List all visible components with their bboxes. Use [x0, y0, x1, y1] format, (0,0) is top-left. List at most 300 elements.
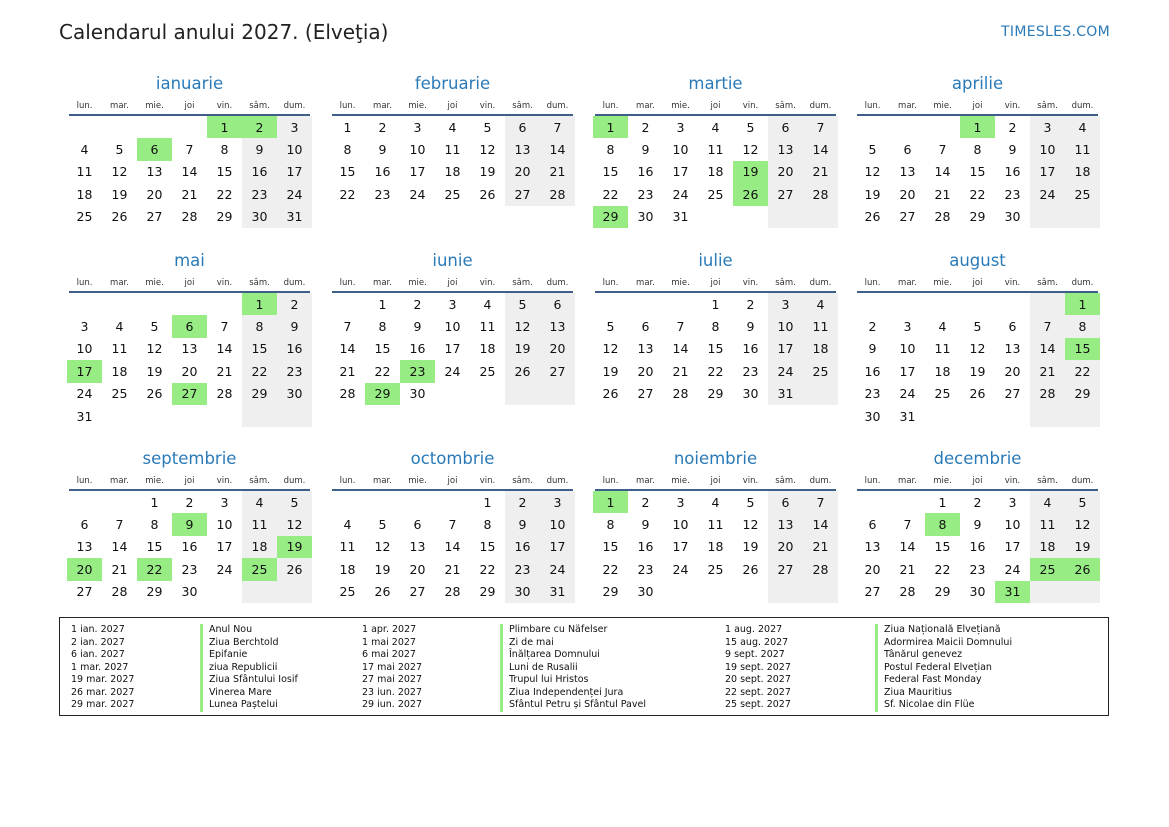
- day-cell[interactable]: 8: [220, 142, 229, 158]
- day-cell[interactable]: 26: [602, 386, 619, 402]
- day-cell[interactable]: 9: [641, 517, 650, 533]
- day-cell[interactable]: 24: [540, 558, 575, 580]
- day-cell[interactable]: 13: [76, 539, 93, 555]
- day-cell[interactable]: 12: [111, 164, 128, 180]
- day-cell[interactable]: 19: [969, 363, 986, 379]
- day-cell[interactable]: 3: [80, 319, 89, 335]
- day-cell[interactable]: 14: [672, 341, 689, 357]
- day-cell[interactable]: 14: [540, 138, 575, 160]
- day-cell[interactable]: 11: [803, 315, 838, 337]
- day-cell[interactable]: 21: [216, 363, 233, 379]
- day-cell[interactable]: 4: [711, 494, 720, 510]
- day-cell[interactable]: 20: [181, 363, 198, 379]
- day-cell[interactable]: 18: [707, 164, 724, 180]
- day-cell[interactable]: 23: [277, 360, 312, 382]
- day-cell[interactable]: 16: [374, 164, 391, 180]
- day-cell[interactable]: 3: [1008, 494, 1017, 510]
- day-cell[interactable]: 1: [960, 116, 995, 138]
- day-cell[interactable]: 3: [676, 494, 685, 510]
- day-cell[interactable]: 22: [137, 558, 172, 580]
- day-cell[interactable]: 31: [995, 581, 1030, 603]
- day-cell[interactable]: 10: [1004, 517, 1021, 533]
- day-cell[interactable]: 7: [803, 491, 838, 513]
- day-cell[interactable]: 26: [969, 386, 986, 402]
- day-cell[interactable]: 24: [444, 363, 461, 379]
- day-cell[interactable]: 28: [899, 584, 916, 600]
- day-cell[interactable]: 30: [969, 584, 986, 600]
- day-cell[interactable]: 3: [540, 491, 575, 513]
- day-cell[interactable]: 14: [444, 539, 461, 555]
- day-cell[interactable]: 5: [973, 319, 982, 335]
- day-cell[interactable]: 3: [448, 296, 457, 312]
- day-cell[interactable]: 10: [1030, 138, 1065, 160]
- day-cell[interactable]: 6: [641, 319, 650, 335]
- day-cell[interactable]: 17: [277, 161, 312, 183]
- day-cell[interactable]: 19: [602, 363, 619, 379]
- day-cell[interactable]: 8: [606, 517, 615, 533]
- day-cell[interactable]: 26: [111, 209, 128, 225]
- day-cell[interactable]: 29: [707, 386, 724, 402]
- day-cell[interactable]: 7: [185, 142, 194, 158]
- day-cell[interactable]: 10: [540, 513, 575, 535]
- day-cell[interactable]: 15: [1065, 338, 1100, 360]
- day-cell[interactable]: 11: [1030, 513, 1065, 535]
- day-cell[interactable]: 17: [540, 536, 575, 558]
- day-cell[interactable]: 5: [150, 319, 159, 335]
- day-cell[interactable]: 29: [479, 584, 496, 600]
- day-cell[interactable]: 8: [973, 142, 982, 158]
- day-cell[interactable]: 18: [803, 338, 838, 360]
- day-cell[interactable]: 20: [768, 536, 803, 558]
- day-cell[interactable]: 27: [1004, 386, 1021, 402]
- day-cell[interactable]: 20: [409, 561, 426, 577]
- day-cell[interactable]: 31: [540, 581, 575, 603]
- day-cell[interactable]: 2: [868, 319, 877, 335]
- day-cell[interactable]: 4: [483, 296, 492, 312]
- day-cell[interactable]: 20: [864, 561, 881, 577]
- day-cell[interactable]: 4: [448, 119, 457, 135]
- day-cell[interactable]: 6: [172, 315, 207, 337]
- day-cell[interactable]: 25: [479, 363, 496, 379]
- day-cell[interactable]: 8: [242, 315, 277, 337]
- day-cell[interactable]: 27: [409, 584, 426, 600]
- day-cell[interactable]: 26: [277, 558, 312, 580]
- day-cell[interactable]: 18: [242, 536, 277, 558]
- day-cell[interactable]: 3: [220, 494, 229, 510]
- day-cell[interactable]: 23: [505, 558, 540, 580]
- day-cell[interactable]: 11: [339, 539, 356, 555]
- day-cell[interactable]: 13: [864, 539, 881, 555]
- day-cell[interactable]: 12: [277, 513, 312, 535]
- day-cell[interactable]: 1: [207, 116, 242, 138]
- day-cell[interactable]: 7: [676, 319, 685, 335]
- day-cell[interactable]: 28: [803, 183, 838, 205]
- day-cell[interactable]: 27: [768, 558, 803, 580]
- day-cell[interactable]: 6: [768, 116, 803, 138]
- day-cell[interactable]: 8: [150, 517, 159, 533]
- day-cell[interactable]: 11: [444, 142, 461, 158]
- day-cell[interactable]: 6: [903, 142, 912, 158]
- day-cell[interactable]: 8: [343, 142, 352, 158]
- day-cell[interactable]: 25: [111, 386, 128, 402]
- day-cell[interactable]: 28: [934, 209, 951, 225]
- day-cell[interactable]: 21: [1030, 360, 1065, 382]
- day-cell[interactable]: 19: [505, 338, 540, 360]
- day-cell[interactable]: 15: [934, 539, 951, 555]
- day-cell[interactable]: 20: [67, 558, 102, 580]
- day-cell[interactable]: 30: [742, 386, 759, 402]
- day-cell[interactable]: 2: [378, 119, 387, 135]
- day-cell[interactable]: 5: [378, 517, 387, 533]
- day-cell[interactable]: 12: [1065, 513, 1100, 535]
- day-cell[interactable]: 1: [242, 293, 277, 315]
- day-cell[interactable]: 15: [216, 164, 233, 180]
- day-cell[interactable]: 15: [602, 164, 619, 180]
- day-cell[interactable]: 14: [803, 513, 838, 535]
- day-cell[interactable]: 14: [339, 341, 356, 357]
- day-cell[interactable]: 30: [637, 209, 654, 225]
- day-cell[interactable]: 24: [672, 186, 689, 202]
- day-cell[interactable]: 19: [146, 363, 163, 379]
- day-cell[interactable]: 21: [803, 536, 838, 558]
- day-cell[interactable]: 16: [242, 161, 277, 183]
- day-cell[interactable]: 2: [746, 296, 755, 312]
- day-cell[interactable]: 26: [374, 584, 391, 600]
- day-cell[interactable]: 6: [413, 517, 422, 533]
- day-cell[interactable]: 15: [479, 539, 496, 555]
- day-cell[interactable]: 19: [864, 186, 881, 202]
- day-cell[interactable]: 21: [181, 186, 198, 202]
- day-cell[interactable]: 20: [540, 338, 575, 360]
- day-cell[interactable]: 12: [602, 341, 619, 357]
- day-cell[interactable]: 8: [925, 513, 960, 535]
- day-cell[interactable]: 29: [242, 383, 277, 405]
- day-cell[interactable]: 23: [181, 561, 198, 577]
- day-cell[interactable]: 28: [672, 386, 689, 402]
- day-cell[interactable]: 4: [80, 142, 89, 158]
- day-cell[interactable]: 25: [707, 561, 724, 577]
- day-cell[interactable]: 21: [111, 561, 128, 577]
- day-cell[interactable]: 10: [409, 142, 426, 158]
- day-cell[interactable]: 23: [969, 561, 986, 577]
- day-cell[interactable]: 28: [444, 584, 461, 600]
- day-cell[interactable]: 18: [444, 164, 461, 180]
- day-cell[interactable]: 5: [746, 494, 755, 510]
- day-cell[interactable]: 24: [409, 186, 426, 202]
- day-cell[interactable]: 25: [803, 360, 838, 382]
- day-cell[interactable]: 13: [181, 341, 198, 357]
- day-cell[interactable]: 18: [111, 363, 128, 379]
- day-cell[interactable]: 27: [540, 360, 575, 382]
- day-cell[interactable]: 23: [374, 186, 391, 202]
- day-cell[interactable]: 16: [409, 341, 426, 357]
- day-cell[interactable]: 11: [111, 341, 128, 357]
- day-cell[interactable]: 2: [505, 491, 540, 513]
- day-cell[interactable]: 9: [413, 319, 422, 335]
- day-cell[interactable]: 27: [172, 383, 207, 405]
- day-cell[interactable]: 4: [1030, 491, 1065, 513]
- day-cell[interactable]: 24: [1004, 561, 1021, 577]
- day-cell[interactable]: 29: [365, 383, 400, 405]
- day-cell[interactable]: 3: [277, 116, 312, 138]
- day-cell[interactable]: 1: [938, 494, 947, 510]
- day-cell[interactable]: 5: [505, 293, 540, 315]
- day-cell[interactable]: 7: [115, 517, 124, 533]
- day-cell[interactable]: 12: [146, 341, 163, 357]
- day-cell[interactable]: 1: [593, 491, 628, 513]
- day-cell[interactable]: 14: [803, 138, 838, 160]
- day-cell[interactable]: 18: [76, 186, 93, 202]
- day-cell[interactable]: 15: [707, 341, 724, 357]
- day-cell[interactable]: 19: [479, 164, 496, 180]
- day-cell[interactable]: 19: [277, 536, 312, 558]
- day-cell[interactable]: 15: [969, 164, 986, 180]
- day-cell[interactable]: 9: [277, 315, 312, 337]
- day-cell[interactable]: 6: [540, 293, 575, 315]
- day-cell[interactable]: 9: [242, 138, 277, 160]
- day-cell[interactable]: 31: [768, 383, 803, 405]
- day-cell[interactable]: 18: [339, 561, 356, 577]
- day-cell[interactable]: 11: [707, 142, 724, 158]
- day-cell[interactable]: 9: [378, 142, 387, 158]
- day-cell[interactable]: 12: [742, 142, 759, 158]
- day-cell[interactable]: 5: [1065, 491, 1100, 513]
- day-cell[interactable]: 21: [444, 561, 461, 577]
- day-cell[interactable]: 17: [216, 539, 233, 555]
- day-cell[interactable]: 22: [602, 186, 619, 202]
- day-cell[interactable]: 26: [864, 209, 881, 225]
- day-cell[interactable]: 5: [746, 119, 755, 135]
- day-cell[interactable]: 22: [934, 561, 951, 577]
- day-cell[interactable]: 12: [864, 164, 881, 180]
- day-cell[interactable]: 7: [938, 142, 947, 158]
- day-cell[interactable]: 30: [409, 386, 426, 402]
- day-cell[interactable]: 5: [868, 142, 877, 158]
- day-cell[interactable]: 6: [868, 517, 877, 533]
- day-cell[interactable]: 1: [378, 296, 387, 312]
- day-cell[interactable]: 21: [899, 561, 916, 577]
- day-cell[interactable]: 24: [899, 386, 916, 402]
- day-cell[interactable]: 1: [343, 119, 352, 135]
- day-cell[interactable]: 9: [505, 513, 540, 535]
- day-cell[interactable]: 11: [76, 164, 93, 180]
- day-cell[interactable]: 31: [899, 408, 916, 424]
- day-cell[interactable]: 9: [172, 513, 207, 535]
- day-cell[interactable]: 4: [343, 517, 352, 533]
- day-cell[interactable]: 28: [216, 386, 233, 402]
- day-cell[interactable]: 25: [339, 584, 356, 600]
- day-cell[interactable]: 27: [76, 584, 93, 600]
- day-cell[interactable]: 10: [444, 319, 461, 335]
- day-cell[interactable]: 19: [1065, 536, 1100, 558]
- day-cell[interactable]: 2: [1008, 119, 1017, 135]
- day-cell[interactable]: 22: [707, 363, 724, 379]
- day-cell[interactable]: 25: [707, 186, 724, 202]
- day-cell[interactable]: 16: [505, 536, 540, 558]
- day-cell[interactable]: 4: [115, 319, 124, 335]
- day-cell[interactable]: 20: [637, 363, 654, 379]
- day-cell[interactable]: 7: [220, 319, 229, 335]
- day-cell[interactable]: 24: [76, 386, 93, 402]
- day-cell[interactable]: 23: [1004, 186, 1021, 202]
- day-cell[interactable]: 26: [479, 186, 496, 202]
- day-cell[interactable]: 1: [1065, 293, 1100, 315]
- day-cell[interactable]: 14: [1030, 338, 1065, 360]
- day-cell[interactable]: 23: [864, 386, 881, 402]
- day-cell[interactable]: 5: [606, 319, 615, 335]
- day-cell[interactable]: 24: [1030, 183, 1065, 205]
- day-cell[interactable]: 5: [115, 142, 124, 158]
- day-cell[interactable]: 24: [672, 561, 689, 577]
- day-cell[interactable]: 6: [80, 517, 89, 533]
- day-cell[interactable]: 13: [637, 341, 654, 357]
- day-cell[interactable]: 10: [899, 341, 916, 357]
- day-cell[interactable]: 8: [711, 319, 720, 335]
- day-cell[interactable]: 12: [742, 517, 759, 533]
- day-cell[interactable]: 17: [444, 341, 461, 357]
- day-cell[interactable]: 29: [216, 209, 233, 225]
- day-cell[interactable]: 17: [67, 360, 102, 382]
- day-cell[interactable]: 7: [343, 319, 352, 335]
- day-cell[interactable]: 31: [672, 209, 689, 225]
- day-cell[interactable]: 27: [637, 386, 654, 402]
- day-cell[interactable]: 22: [339, 186, 356, 202]
- day-cell[interactable]: 14: [934, 164, 951, 180]
- day-cell[interactable]: 10: [277, 138, 312, 160]
- day-cell[interactable]: 18: [934, 363, 951, 379]
- day-cell[interactable]: 30: [277, 383, 312, 405]
- day-cell[interactable]: 22: [374, 363, 391, 379]
- day-cell[interactable]: 26: [742, 561, 759, 577]
- day-cell[interactable]: 4: [803, 293, 838, 315]
- day-cell[interactable]: 14: [899, 539, 916, 555]
- day-cell[interactable]: 28: [181, 209, 198, 225]
- day-cell[interactable]: 7: [540, 116, 575, 138]
- day-cell[interactable]: 31: [76, 408, 93, 424]
- day-cell[interactable]: 22: [479, 561, 496, 577]
- day-cell[interactable]: 11: [479, 319, 496, 335]
- day-cell[interactable]: 3: [768, 293, 803, 315]
- day-cell[interactable]: 27: [768, 183, 803, 205]
- day-cell[interactable]: 2: [413, 296, 422, 312]
- day-cell[interactable]: 17: [899, 363, 916, 379]
- day-cell[interactable]: 23: [742, 363, 759, 379]
- day-cell[interactable]: 21: [934, 186, 951, 202]
- day-cell[interactable]: 7: [448, 517, 457, 533]
- day-cell[interactable]: 17: [1030, 161, 1065, 183]
- day-cell[interactable]: 20: [505, 161, 540, 183]
- day-cell[interactable]: 6: [1008, 319, 1017, 335]
- day-cell[interactable]: 16: [637, 164, 654, 180]
- day-cell[interactable]: 1: [483, 494, 492, 510]
- day-cell[interactable]: 22: [242, 360, 277, 382]
- day-cell[interactable]: 16: [864, 363, 881, 379]
- day-cell[interactable]: 28: [339, 386, 356, 402]
- day-cell[interactable]: 13: [899, 164, 916, 180]
- day-cell[interactable]: 29: [146, 584, 163, 600]
- day-cell[interactable]: 15: [374, 341, 391, 357]
- brand-link[interactable]: TIMESLES.COM: [1001, 24, 1110, 40]
- day-cell[interactable]: 30: [181, 584, 198, 600]
- day-cell[interactable]: 23: [637, 186, 654, 202]
- day-cell[interactable]: 23: [400, 360, 435, 382]
- day-cell[interactable]: 24: [768, 360, 803, 382]
- day-cell[interactable]: 5: [483, 119, 492, 135]
- day-cell[interactable]: 6: [137, 138, 172, 160]
- day-cell[interactable]: 17: [409, 164, 426, 180]
- day-cell[interactable]: 6: [505, 116, 540, 138]
- day-cell[interactable]: 13: [505, 138, 540, 160]
- day-cell[interactable]: 6: [768, 491, 803, 513]
- day-cell[interactable]: 29: [969, 209, 986, 225]
- day-cell[interactable]: 18: [1030, 536, 1065, 558]
- day-cell[interactable]: 8: [483, 517, 492, 533]
- day-cell[interactable]: 27: [505, 183, 540, 205]
- day-cell[interactable]: 24: [216, 561, 233, 577]
- day-cell[interactable]: 13: [768, 138, 803, 160]
- day-cell[interactable]: 24: [277, 183, 312, 205]
- day-cell[interactable]: 2: [185, 494, 194, 510]
- day-cell[interactable]: 28: [803, 558, 838, 580]
- day-cell[interactable]: 27: [864, 584, 881, 600]
- day-cell[interactable]: 28: [1030, 383, 1065, 405]
- day-cell[interactable]: 7: [903, 517, 912, 533]
- day-cell[interactable]: 10: [672, 517, 689, 533]
- day-cell[interactable]: 26: [505, 360, 540, 382]
- day-cell[interactable]: 10: [76, 341, 93, 357]
- day-cell[interactable]: 21: [803, 161, 838, 183]
- day-cell[interactable]: 9: [746, 319, 755, 335]
- day-cell[interactable]: 25: [242, 558, 277, 580]
- day-cell[interactable]: 2: [973, 494, 982, 510]
- day-cell[interactable]: 15: [242, 338, 277, 360]
- day-cell[interactable]: 25: [444, 186, 461, 202]
- day-cell[interactable]: 25: [1030, 558, 1065, 580]
- day-cell[interactable]: 22: [1065, 360, 1100, 382]
- day-cell[interactable]: 13: [1004, 341, 1021, 357]
- day-cell[interactable]: 19: [374, 561, 391, 577]
- day-cell[interactable]: 12: [969, 341, 986, 357]
- day-cell[interactable]: 16: [181, 539, 198, 555]
- day-cell[interactable]: 23: [242, 183, 277, 205]
- day-cell[interactable]: 18: [1065, 161, 1100, 183]
- day-cell[interactable]: 1: [150, 494, 159, 510]
- day-cell[interactable]: 8: [1065, 315, 1100, 337]
- day-cell[interactable]: 2: [641, 119, 650, 135]
- day-cell[interactable]: 30: [637, 584, 654, 600]
- day-cell[interactable]: 9: [868, 341, 877, 357]
- day-cell[interactable]: 18: [707, 539, 724, 555]
- day-cell[interactable]: 19: [742, 539, 759, 555]
- day-cell[interactable]: 29: [1065, 383, 1100, 405]
- day-cell[interactable]: 4: [938, 319, 947, 335]
- day-cell[interactable]: 29: [602, 584, 619, 600]
- day-cell[interactable]: 26: [733, 183, 768, 205]
- day-cell[interactable]: 9: [973, 517, 982, 533]
- day-cell[interactable]: 10: [216, 517, 233, 533]
- day-cell[interactable]: 28: [540, 183, 575, 205]
- day-cell[interactable]: 13: [540, 315, 575, 337]
- day-cell[interactable]: 16: [637, 539, 654, 555]
- day-cell[interactable]: 25: [76, 209, 93, 225]
- day-cell[interactable]: 20: [146, 186, 163, 202]
- day-cell[interactable]: 3: [1030, 116, 1065, 138]
- day-cell[interactable]: 29: [934, 584, 951, 600]
- day-cell[interactable]: 20: [1004, 363, 1021, 379]
- day-cell[interactable]: 30: [864, 408, 881, 424]
- day-cell[interactable]: 28: [111, 584, 128, 600]
- day-cell[interactable]: 15: [146, 539, 163, 555]
